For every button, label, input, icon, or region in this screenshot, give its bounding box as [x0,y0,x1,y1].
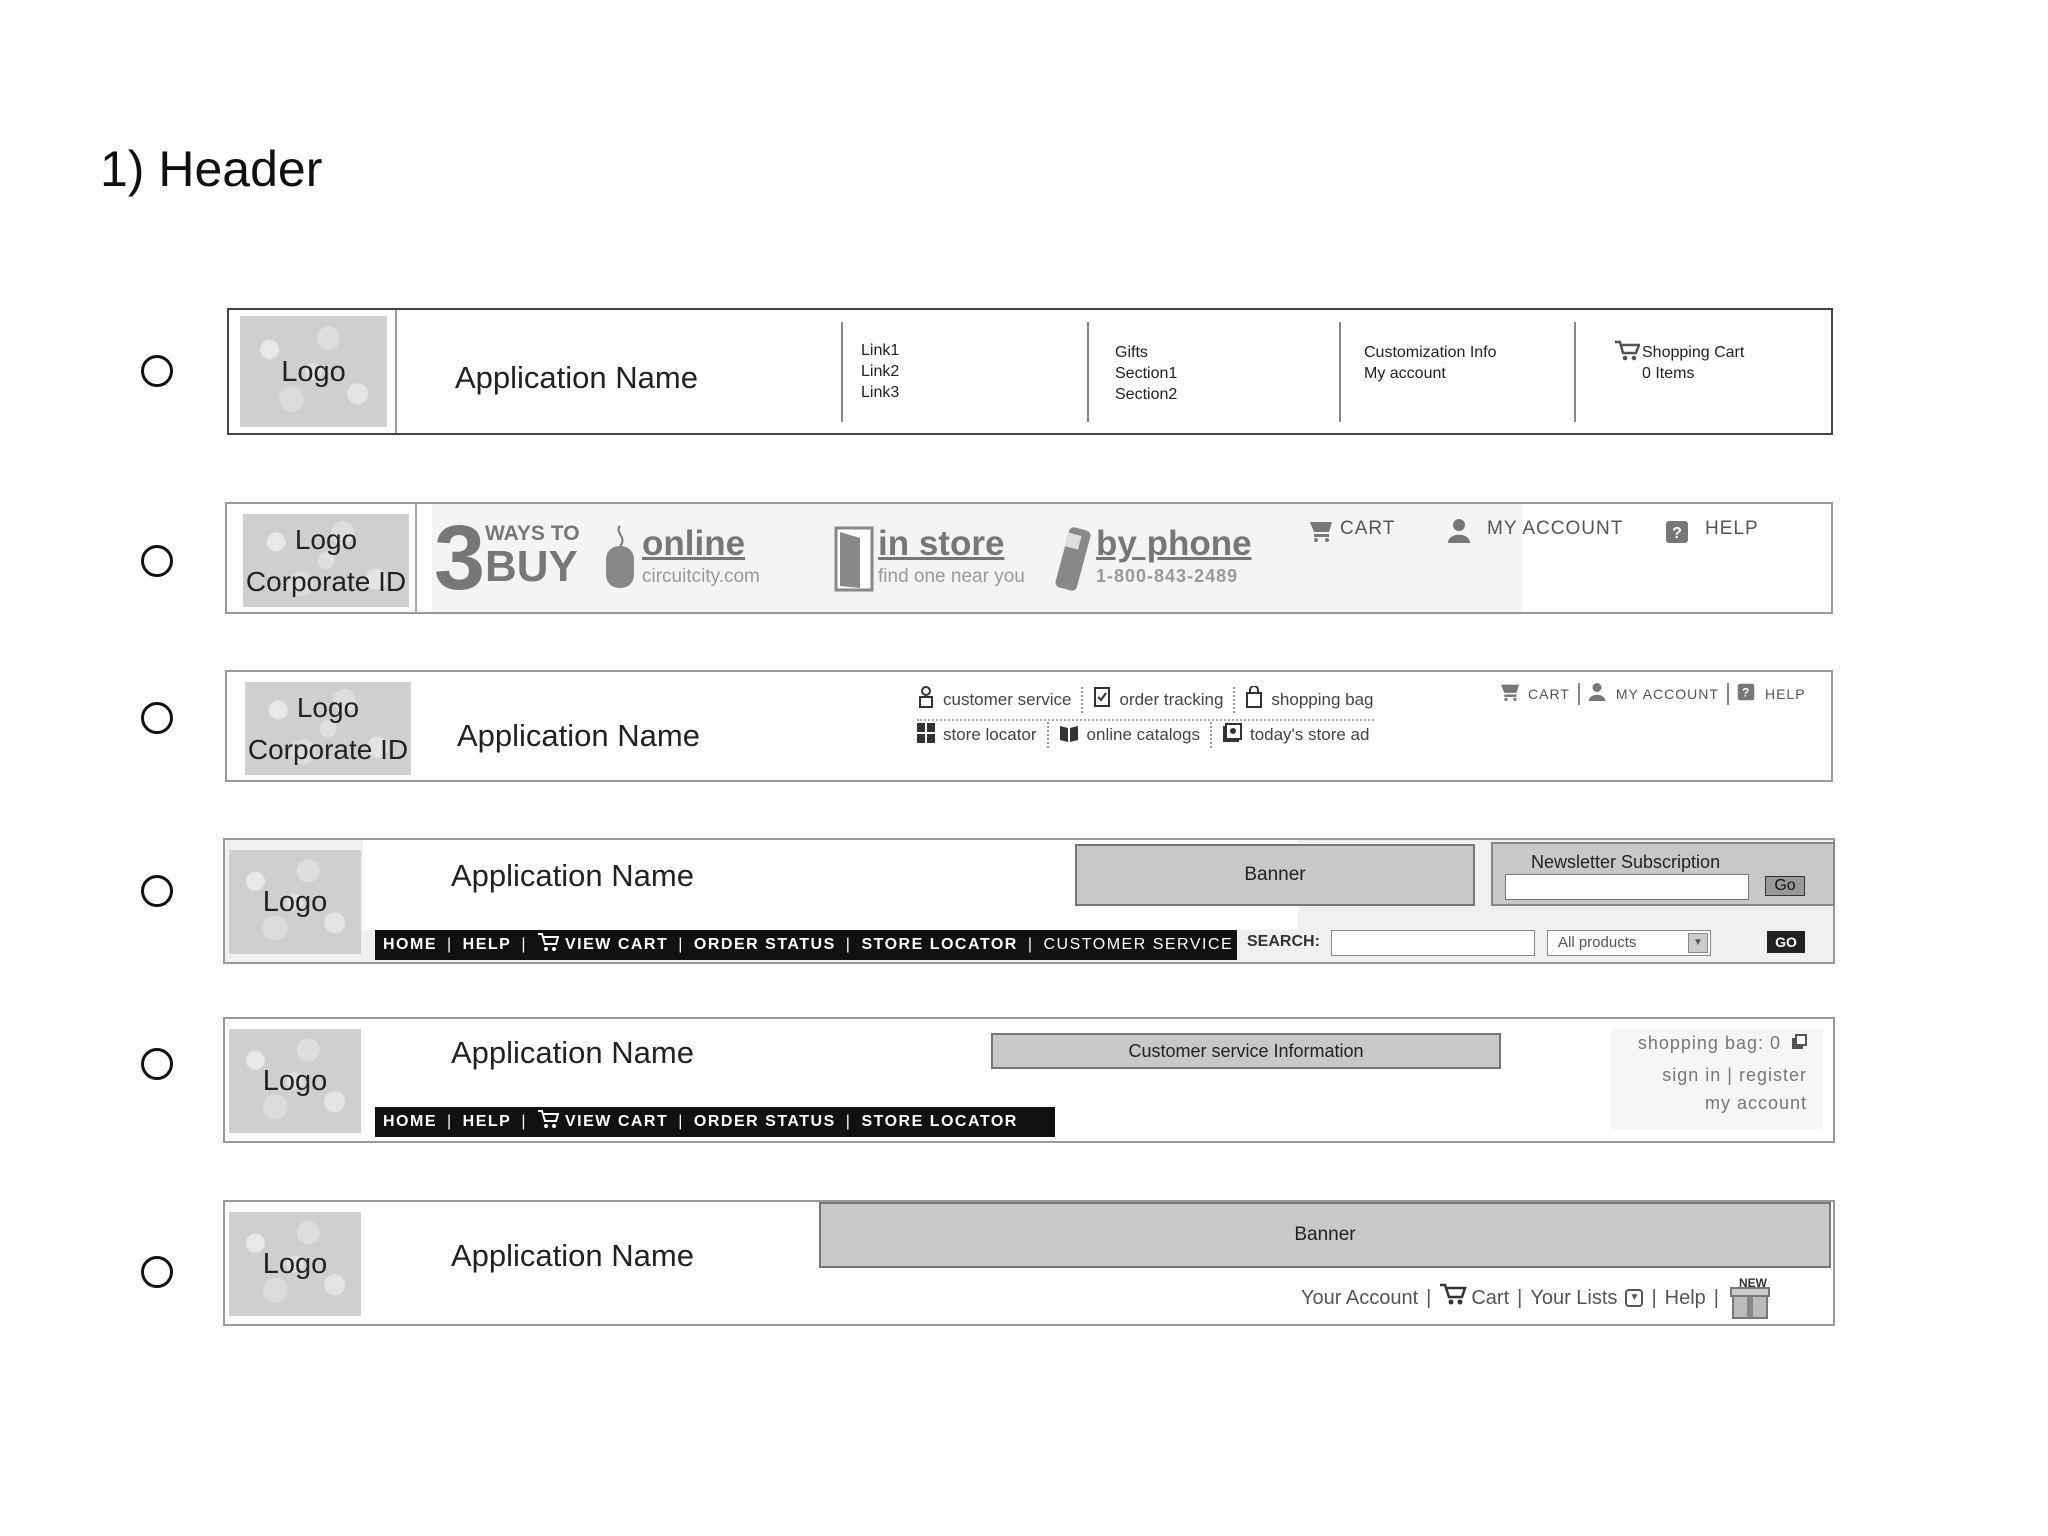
logo[interactable] [229,1212,361,1316]
shopping-cart-group[interactable] [1642,342,1744,384]
help-icon [1737,683,1755,704]
my-account-link[interactable]: my account [1704,1093,1807,1113]
by-phone-link[interactable]: by phone [1096,524,1252,563]
divider: | [1651,1286,1657,1309]
shopping-bag-count[interactable] [1638,1033,1807,1055]
divider [1047,722,1049,748]
todays-store-ad-link[interactable]: today's store ad [1249,725,1370,744]
customer-service-link[interactable]: customer service [943,689,1072,709]
store-ad-icon [1222,723,1242,748]
nav-home[interactable]: HOME [383,936,437,953]
svg-text:?: ? [1672,525,1682,542]
logo[interactable] [229,850,361,954]
your-account-link[interactable]: Your Account [1301,1286,1419,1309]
option-radio-6[interactable] [141,1256,173,1288]
user-icon [1588,682,1606,705]
link-2[interactable]: Link2 [861,363,900,380]
phone-number: 1-800-843-2489 [1096,566,1239,586]
cart-icon [537,933,559,958]
logo-label: Logo [296,691,360,723]
search-input[interactable] [1331,930,1535,956]
logo-label: Logo [262,1248,328,1280]
online-catalogs-link[interactable]: online catalogs [1086,725,1200,744]
divider [1578,683,1580,705]
logo-label: Logo [262,886,328,918]
phone-icon [1052,524,1092,599]
divider: | [1426,1286,1432,1309]
logo[interactable] [245,682,411,775]
header-option-4 [223,838,1835,964]
cart-icon[interactable] [1614,340,1640,367]
divider [1210,722,1212,748]
your-lists-link[interactable]: Your Lists [1530,1286,1618,1309]
header-option-5 [223,1017,1835,1143]
newsletter-go-button[interactable]: Go [1765,876,1805,896]
new-gift-icon[interactable] [1727,1276,1777,1320]
cart-icon [1439,1283,1467,1313]
option-radio-2[interactable] [141,545,173,577]
dropdown-arrow-icon[interactable]: ▼ [1625,1289,1643,1307]
divider [1233,687,1235,713]
divider [395,310,397,433]
bag-icon [1791,1034,1807,1055]
sign-in-row: sign in | register [1662,1065,1807,1085]
shopping-bag-label: shopping bag: 0 [1637,1033,1781,1053]
door-icon [834,526,874,597]
page-title: 1) Header [100,141,323,197]
help-link[interactable]: HELP [1764,685,1806,702]
quick-links-row-1 [917,686,1374,721]
cart-icon [1500,683,1520,704]
help-link[interactable]: Help [1664,1286,1706,1309]
in-store-subtext: find one near you [878,566,1025,587]
app-name: Application Name [451,1035,694,1070]
corporate-id-label: Corporate ID [245,565,407,597]
new-badge: NEW [1738,1276,1767,1290]
user-icon [1447,518,1471,549]
search-go-button[interactable]: GO [1767,931,1805,953]
option-radio-1[interactable] [141,355,173,387]
shopping-cart-label: Shopping Cart [1642,344,1745,361]
app-name: Application Name [455,360,698,395]
option-radio-5[interactable] [141,1048,173,1080]
divider: | [1713,1286,1719,1309]
register-link[interactable]: register [1738,1065,1807,1085]
divider [1574,322,1576,422]
shopping-bag-link[interactable]: shopping bag [1271,689,1374,709]
online-subtext: circuitcity.com [642,566,760,587]
customization-group [1364,342,1497,384]
account-links [1301,1276,1777,1320]
app-name: Application Name [451,858,694,893]
nav-order-status[interactable]: ORDER STATUS [693,936,836,953]
quick-links-row-2 [917,722,1369,748]
account-panel [1611,1029,1823,1129]
logo-label: Logo [262,1065,328,1097]
logo-label: Logo [281,355,346,388]
sign-in-link[interactable]: sign in [1662,1065,1722,1085]
my-account-link[interactable]: MY ACCOUNT [1487,518,1624,539]
cart-icon[interactable] [1309,520,1333,547]
buy-label: BUY [485,542,578,591]
newsletter-label: Newsletter Subscription [1531,852,1721,872]
ways-to-label: WAYS TO [485,522,580,545]
header-option-6 [223,1200,1835,1326]
nav-customer-service[interactable]: CUSTOMER SERVICE [1043,936,1234,953]
nav-home[interactable]: HOME [383,1113,437,1130]
logo[interactable] [229,1029,361,1133]
nav-help[interactable]: HELP [462,936,512,953]
nav-view-cart[interactable]: VIEW CART [564,1113,669,1130]
checklist-icon [1093,686,1111,713]
section1-link[interactable]: Section1 [1115,365,1178,382]
divider [1087,322,1089,422]
bag-icon [1245,686,1263,713]
logo-label: Logo [294,523,358,555]
corporate-id-label: Corporate ID [247,733,409,765]
links-group [861,340,899,403]
search-label: SEARCH: [1247,933,1320,950]
in-store-link[interactable]: in store [878,524,1005,563]
header-option-3 [225,670,1833,782]
mouse-icon [604,524,636,595]
map-icon [917,723,935,748]
divider [1339,322,1341,422]
app-name: Application Name [457,718,700,753]
catalog-icon [1059,723,1079,748]
option-radio-4[interactable] [141,875,173,907]
nav-store-locator[interactable]: STORE LOCATOR [861,1113,1018,1130]
cart-link[interactable]: Cart [1471,1286,1510,1309]
online-link[interactable]: online [642,524,746,563]
nav-bar: HOME | HELP | VIEW CART | ORDER STATUS | STORE LOCATOR [375,1107,1055,1137]
nav-view-cart[interactable]: VIEW CART [564,936,669,953]
help-link[interactable]: HELP [1705,518,1759,539]
header-option-2 [225,502,1833,614]
nav-order-status[interactable]: ORDER STATUS [693,1113,836,1130]
logo[interactable] [243,514,409,607]
help-icon [1665,520,1689,549]
my-account-link[interactable]: MY ACCOUNT [1615,685,1719,702]
gifts-link[interactable]: Gifts [1115,344,1148,361]
customer-service-info[interactable]: Customer service Information [991,1033,1501,1069]
divider: | [1517,1286,1523,1309]
product-select[interactable] [1547,930,1711,956]
banner[interactable]: Banner [819,1202,1831,1268]
nav-store-locator[interactable]: STORE LOCATOR [861,936,1018,953]
logo[interactable] [240,316,387,427]
divider [1081,687,1083,713]
option-radio-3[interactable] [141,702,173,734]
cart-items-count: 0 Items [1642,365,1695,382]
newsletter-box [1491,842,1835,906]
store-locator-link[interactable]: store locator [943,725,1037,744]
divider [841,322,843,422]
cart-icon [537,1110,559,1135]
link-3[interactable]: Link3 [861,384,900,401]
header-option-1 [227,308,1833,435]
nav-help[interactable]: HELP [462,1113,512,1130]
divider [1727,683,1729,705]
product-select-value: All products [1558,934,1637,951]
app-name: Application Name [451,1238,694,1273]
svg-text:?: ? [1741,685,1750,700]
section2-link[interactable]: Section2 [1115,386,1178,403]
person-icon [917,686,935,713]
newsletter-input[interactable] [1505,874,1749,900]
cart-link[interactable]: CART [1528,685,1570,702]
customization-info-link[interactable]: Customization Info [1364,344,1497,361]
banner[interactable]: Banner [1075,844,1475,906]
my-account-link[interactable]: My account [1364,365,1446,382]
nav-bar: HOME | HELP | VIEW CART | ORDER STATUS | STORE LOCATOR | CUSTOMER SERVICE [375,930,1237,960]
order-tracking-link[interactable]: order tracking [1119,689,1224,709]
three-numeral: 3 [434,507,486,609]
chevron-down-icon: ▼ [1688,933,1708,953]
cart-link[interactable]: CART [1340,518,1396,539]
divider [415,504,417,612]
link-1[interactable]: Link1 [861,342,900,359]
gifts-group [1115,342,1177,405]
utility-links [1500,682,1806,705]
